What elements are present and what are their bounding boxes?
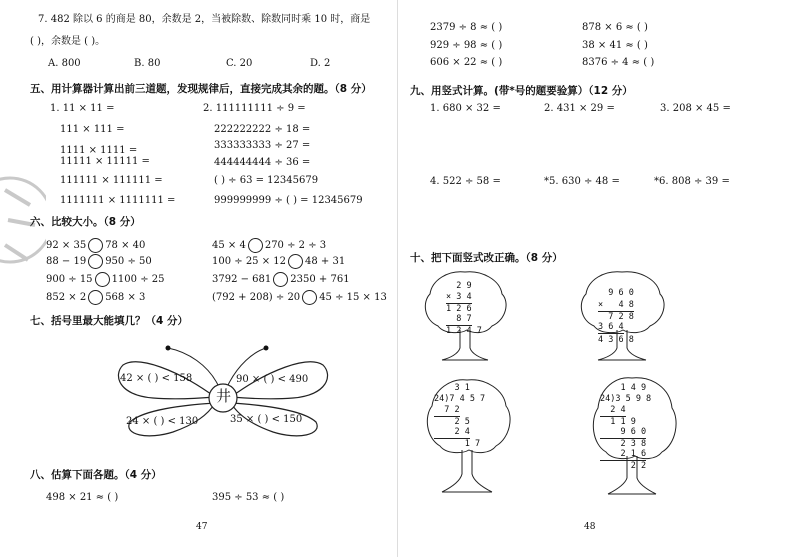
page-number-left: 47 — [196, 522, 208, 532]
compare-right: 48 + 31 — [305, 256, 346, 267]
sec5-col1-item: 1111 × 1111 = — [60, 145, 138, 156]
estimate-item: 606 × 22 ≈ ( ) — [430, 57, 503, 68]
compare-item — [46, 272, 164, 287]
section6-title: 六、比较大小。（8 分） — [30, 216, 141, 228]
compare-circle[interactable] — [95, 272, 110, 287]
compare-left: 88 − 19 — [46, 256, 87, 267]
estimate-item: 878 × 6 ≈ ( ) — [582, 22, 648, 33]
wing-bottom-right: 35 × ( ) < 150 — [230, 414, 303, 425]
section8-title: 八、估算下面各题。（4 分） — [30, 469, 162, 481]
calc-line: × 3 4 — [446, 292, 472, 302]
compare-item — [46, 254, 152, 269]
q7-line1: 7. 482 除以 6 的商是 80，余数是 2，当被除数、除数同时乘 10 时，商是 — [38, 14, 371, 25]
calc-line: 2 9 — [446, 281, 472, 291]
compare-item — [46, 290, 145, 305]
section7-title: 七、括号里最大能填几？（4 分） — [30, 315, 188, 327]
q7-line2: ( )，余数是 ( )。 — [30, 36, 106, 47]
sec5-col1-item: 1. 11 × 11 = — [50, 103, 115, 114]
calc-line: 1 1 9 — [600, 417, 636, 427]
page-number-right: 48 — [584, 522, 596, 532]
sec5-col2-item: 222222222 ÷ 18 = — [214, 124, 311, 135]
calc-line: 2 3 8 — [600, 439, 647, 449]
calc-line: 1 2 4 7 — [446, 326, 482, 336]
sec5-col2-item: 444444444 ÷ 36 = — [214, 157, 311, 168]
sec5-col1-item: 111111 × 111111 = — [60, 175, 163, 186]
estimate-item: 929 ÷ 98 ≈ ( ) — [430, 40, 503, 51]
calc-line: 2 1 6 — [600, 449, 647, 459]
calc-line: 2 5 — [434, 417, 470, 427]
calc-line: 3 1 — [434, 383, 470, 393]
calc-line: 2 4 — [600, 405, 626, 415]
compare-right: 950 ÷ 50 — [105, 256, 152, 267]
q7-option-a: A. 800 — [48, 58, 81, 69]
compare-left: 3792 − 681 — [212, 274, 272, 285]
compare-left: (792 + 208) ÷ 20 — [212, 292, 301, 303]
calc-line: 1 7 — [434, 439, 481, 449]
compare-circle[interactable] — [248, 238, 263, 253]
compare-right: 270 ÷ 2 ÷ 3 — [264, 240, 327, 251]
section9-title: 九、用竖式计算。(带*号的题要验算）（12 分） — [410, 85, 633, 97]
sec5-col1-item: 111 × 111 = — [60, 124, 125, 135]
compare-circle[interactable] — [88, 238, 103, 253]
q7-option-d: D. 2 — [310, 58, 331, 69]
compare-circle[interactable] — [88, 254, 103, 269]
q7-option-b: B. 80 — [134, 58, 161, 69]
estimate-item: 38 × 41 ≈ ( ) — [582, 40, 648, 51]
vertical-calc-item: 1. 680 × 32 = — [430, 103, 501, 114]
wing-top-right: 90 × ( ) < 490 — [236, 374, 309, 385]
calc-line: 24)7 4 5 7 — [434, 394, 486, 404]
calc-line: 24)3 5 9 8 — [600, 394, 652, 404]
calc-line: 2 2 — [600, 461, 647, 471]
compare-right: 1100 ÷ 25 — [111, 274, 165, 285]
vertical-calc-item: 4. 522 ÷ 58 = — [430, 176, 501, 187]
compare-right: 568 × 3 — [105, 292, 146, 303]
compare-circle[interactable] — [273, 272, 288, 287]
compare-circle[interactable] — [302, 290, 317, 305]
sec5-col2-item: 333333333 ÷ 27 = — [214, 140, 311, 151]
wing-bottom-left: 24 × ( ) < 130 — [126, 416, 199, 427]
compare-item — [212, 238, 326, 253]
compare-right: 78 × 40 — [105, 240, 146, 251]
estimate-item: 498 × 21 ≈ ( ) — [46, 492, 119, 503]
sec5-col1-item: 11111 × 11111 = — [60, 156, 150, 167]
sec5-col2-item: ( ) ÷ 63 = 12345679 — [214, 175, 319, 186]
q7-option-c: C. 20 — [226, 58, 253, 69]
calc-line: 8 7 — [446, 314, 472, 324]
calc-line: 1 4 9 — [600, 383, 647, 393]
calc-line: 7 2 — [434, 405, 460, 415]
compare-right: 2350 + 761 — [290, 274, 350, 285]
compare-left: 45 × 4 — [212, 240, 246, 251]
sec5-col2-item: 2. 111111111 ÷ 9 = — [203, 103, 306, 114]
estimate-item: 2379 ÷ 8 ≈ ( ) — [430, 22, 503, 33]
calc-line: × 4 8 — [598, 300, 634, 310]
vertical-calc-item: *5. 630 ÷ 48 = — [544, 176, 620, 187]
calc-line: 2 4 — [434, 427, 470, 437]
estimate-item: 395 ÷ 53 ≈ ( ) — [212, 492, 285, 503]
sec5-col1-item: 1111111 × 1111111 = — [60, 195, 176, 206]
vertical-calc-item: 3. 208 × 45 = — [660, 103, 731, 114]
calc-line: 9 6 0 — [598, 288, 634, 298]
compare-left: 92 × 35 — [46, 240, 87, 251]
compare-left: 100 ÷ 25 × 12 — [212, 256, 287, 267]
compare-circle[interactable] — [88, 290, 103, 305]
calc-line: 7 2 8 — [598, 312, 634, 322]
wing-top-left: 42 × ( ) < 158 — [120, 373, 193, 384]
compare-item — [212, 254, 345, 269]
vertical-calc-item: 2. 431 × 29 = — [544, 103, 615, 114]
page-divider — [397, 0, 398, 557]
compare-circle[interactable] — [288, 254, 303, 269]
calc-line: 4 3 6 8 — [598, 335, 634, 345]
vertical-calc-item: *6. 808 ÷ 39 = — [654, 176, 730, 187]
compare-right: 45 ÷ 15 × 13 — [319, 292, 387, 303]
compare-item — [212, 290, 387, 305]
butterfly-body-label: 井 — [216, 387, 232, 405]
calc-line: 1 2 6 — [446, 304, 472, 314]
section5-title: 五、用计算器计算出前三道题，发现规律后，直接完成其余的题。（8 分） — [30, 83, 372, 95]
compare-item — [46, 238, 145, 253]
estimate-item: 8376 ÷ 4 ≈ ( ) — [582, 57, 655, 68]
compare-left: 852 × 2 — [46, 292, 87, 303]
calc-line: 9 6 0 — [600, 427, 647, 437]
compare-item — [212, 272, 350, 287]
section10-title: 十、把下面竖式改正确。（8 分） — [410, 252, 563, 264]
compare-left: 900 ÷ 15 — [46, 274, 93, 285]
calc-line: 3 6 4 — [598, 322, 624, 332]
sec5-col2-item: 999999999 ÷ ( ) = 12345679 — [214, 195, 363, 206]
